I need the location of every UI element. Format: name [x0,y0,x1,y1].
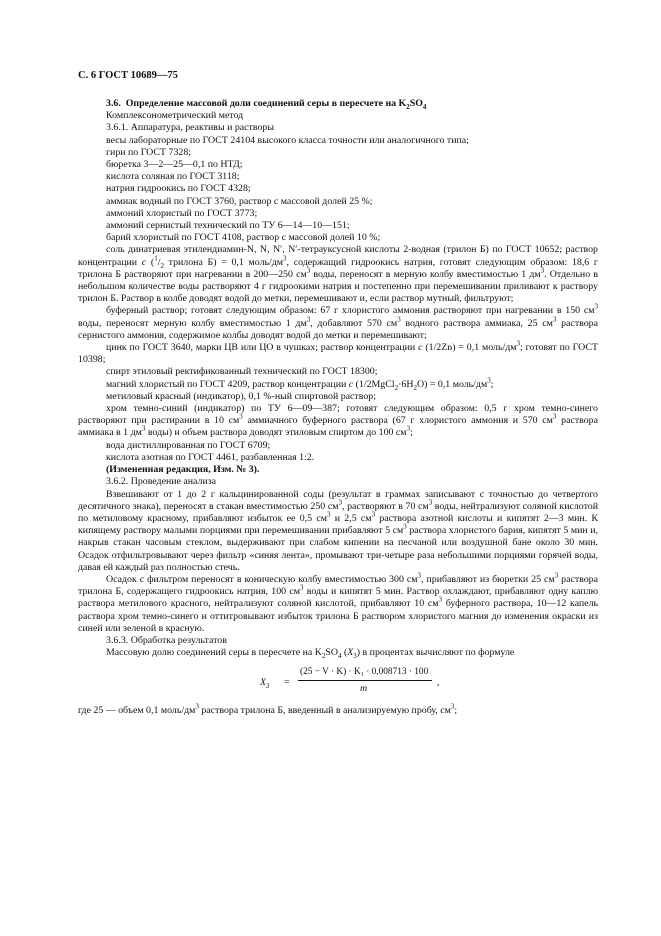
text-fragment: ; готовят по ГОСТ 10398; [78,342,598,366]
reagent-line: аммоний хлористый по ГОСТ 3773; [106,207,258,219]
text-fragment: ; [490,378,494,390]
text-fragment: 3 [540,266,545,275]
text-fragment: 3 [239,412,243,421]
text-fragment: раствора азотной кислоты и кипятят 2—3 мин. К кипящему раствору малыми порциями при перемешивании прибавляют 5 см [78,512,598,537]
text-fragment: раствора трилона Б, введенный в анализируемую пробу, см [198,705,451,717]
text-fragment: раствора сернистого аммония, содержимое колбы доводят водой до метки и перемешивают; [78,317,598,341]
text-fragment: ; [410,427,413,439]
formula-where-line [78,705,598,717]
text-fragment: 3 [353,652,357,661]
text-fragment: 3 [552,412,557,421]
text-fragment: , содержащий гидроокись натрия, готовят следующим образом: 18,6 г трилона Б растворяют при нагревании в 200—250 см [78,256,598,280]
text-fragment: SO [325,647,338,659]
text-fragment: 4 [337,652,342,661]
text-fragment: 2 [406,102,410,111]
text-fragment: X [347,647,354,659]
text-fragment: 3 [141,425,146,434]
page-header: С. 6 ГОСТ 10689—75 [78,70,178,81]
text-fragment: 3 [371,510,376,519]
text-fragment: c [348,378,354,390]
text-fragment: воды, нейтрализуют соляной кислотой по метиловому красному, прибавляют избыток ее 0,5 см [78,500,599,524]
formula-numerator: (25 − V · K) · K₁ · 0,008713 · 100 [300,667,429,678]
text-fragment: ( [146,256,155,268]
method-name: Комплексонометрический метод [106,110,244,122]
text-fragment: 3 [306,315,311,324]
text-fragment: хром темно-синий (индикатор) по ТУ 6—09—387; готовят следующим образом: 0,5 г хром темно-синего растворяют при растирании в 10 см [78,403,598,427]
text-fragment: 3 [516,339,520,348]
zinc-paragraph [78,339,598,366]
text-fragment: O) = 0,1 моль/дм [416,378,488,390]
text-fragment: 3 [406,425,411,434]
reagent-line: кислота соляная по ГОСТ 3118; [106,171,240,183]
text-fragment: 3 [195,703,199,712]
text-fragment: ·6H [398,378,414,390]
text-fragment: где 25 — объем 0,1 моль/дм [78,705,196,717]
text-fragment: . Отдельно в небольшом количестве воды растворяют 4 г гидроокими натрия и постепенно при перемешивании приливают к раствору трилон Б. Раствор в колбе доводят водой до метки, перемешивают и, если раствор мутный, фильтруют; [78,268,598,305]
text-fragment: Взвешивают от 1 до 2 г кальцинированной соды (результат в граммах записывают с точностью до четвертого десятичного знака), переносят в стакан вместимостью 250 см [78,488,598,512]
text-fragment: 3 [552,315,557,324]
text-fragment: 3.6. [106,98,121,109]
text-fragment: ; [454,705,458,717]
text-fragment: 1 [154,254,158,263]
amendment-note: (Измененная редакция, Изм. № 3). [106,464,260,476]
section-title [78,98,598,110]
water-line: вода дистиллированная по ГОСТ 6709; [106,439,271,451]
analysis-paragraph-1 [78,489,598,574]
text-fragment: 3 [306,266,311,275]
text-fragment: раствора трилона Б, содержащего гидроокись натрия, 100 см [78,573,598,598]
buffer-paragraph [78,305,598,342]
reagent-line: гири по ГОСТ 7328; [106,146,192,158]
methyl-line: метиловый красный (индикатор), 0,1 %-ный спиртовой раствор; [106,390,376,402]
text-fragment: 3 [417,571,422,580]
spirit-line: спирт этиловый ректификованный технический по ГОСТ 18300; [106,366,378,378]
nitric-line: кислота азотная по ГОСТ 4461, разбавленная 1:2. [106,451,315,463]
text-fragment: Осадок с фильтром переносят в коническую колбу вместимостью 300 см [106,573,418,585]
text-fragment: и 2,5 см [330,512,372,524]
text-fragment: 3 [403,522,407,531]
text-fragment: SO [409,98,423,109]
reagent-line: бюретка 3—2—25—0,1 по НТД; [106,159,243,171]
text-fragment: 1/2 [428,342,442,354]
text-fragment: буферный раствор; готовят следующим образом: 67 г хлористого аммония растворяют при нагревании в 150 см [106,305,595,317]
text-fragment: 3 [283,254,287,263]
text-fragment: Массовую долю соединений серы в пересчете на K [106,647,322,659]
analysis-paragraph-2 [78,571,598,635]
text-fragment: магний хлористый по ГОСТ 4209, раствор концентрации [106,378,349,390]
formula [78,665,598,701]
formula-lhs [260,677,270,689]
text-fragment: цинк по ГОСТ 3640, марки ЦВ или ЦО в чушках; раствор концентрации [106,342,419,354]
reagent-line: натрия гидроокись по ГОСТ 4328; [106,183,251,195]
chrome-paragraph [78,403,598,440]
formula-fraction-bar [298,680,432,681]
reagent-line: аммиак водный по ГОСТ 3760, раствор с массовой долей 25 %; [106,195,373,207]
text-fragment: , растворяют в 70 см [341,500,429,512]
text-fragment: ( [422,342,429,354]
text-fragment: c [141,256,147,268]
text-fragment: 2 [160,261,164,270]
text-fragment: 1/2 [358,378,372,390]
text-fragment: , прибавляют из бюретки 25 см [421,573,555,585]
text-fragment: соль динатриевая этилендиамин-N, N, N′, N′-тетрауксусной кислоты 2-водная (трилон Б) по ГОСТ 10652; раствор концентрации [78,244,598,268]
text-fragment: ( [353,378,359,390]
text-fragment: c [418,342,423,354]
text-fragment: 3 [594,303,598,312]
trilon-paragraph: соль динатриевая этилендиамин-N, N, N′, N′-тетрауксусной кислоты 2-водная (трилон Б) по ГОСТ 10652; раствор концентрации c ($^1/_2$ трилона Б) = 0,1 моль/$дм^3$, содержащий гидроокись натрия, готовят следующим образом: 18,6 г трилона Б растворяют при нагревании в 200—250 $см^3$ воды, переносят в мерную колбу вместимостью 1 $дм^3$. Отдельно в небольшом количестве воды растворяют 4 г гидроокими натрия и постепенно при перемешивании приливают к раствору трилон Б. Раствор в колбе доводят водой до метки, перемешивают и, если раствор мутный, фильтруют; [78,244,598,305]
text-fragment: ( [341,647,348,659]
text-fragment: , добавляют 570 см [310,317,398,329]
text-fragment: 3 [338,498,342,507]
formula-comma: , [437,677,440,689]
text-fragment: трилона Б) = 0,1 моль/дм [163,256,284,268]
text-fragment: 3 [397,315,401,324]
reagent-line: аммоний сернистый технический по ТУ 6—14—10—151; [106,220,350,232]
text-fragment: 3 [266,682,270,691]
text-fragment: 3 [438,596,443,605]
text-fragment: 2 [394,383,399,392]
text-fragment: 4 [422,102,427,111]
subsection-heading-apparatus: 3.6.1. Аппаратура, реактивы и растворы [106,122,274,134]
text-fragment: воды, переносят мерную колбу вместимостью 1 дм [78,317,307,329]
text-fragment: Zn) = 0,1 моль/дм [441,342,517,354]
text-fragment: 3 [554,571,559,580]
text-fragment: 3 [487,376,491,385]
text-fragment: 3 [299,583,304,592]
text-fragment: воды, переносят в мерную колбу вместимостью 1 дм [310,268,541,280]
text-fragment: воды и кипятят 5 мин. Раствор охлаждают, прибавляют одну каплю раствора метилового красного, нейтрализуют соляной кислотой, прибавляют 10 см [78,586,598,610]
text-fragment: воды) и объем раствора доводят этиловым спиртом до 100 см [145,427,407,439]
text-fragment: 3 [450,703,455,712]
text-fragment: 3 [326,510,331,519]
text-fragment: раствора аммиака в 1 дм [78,415,598,439]
subsection-heading-results: 3.6.3. Обработка результатов [106,634,227,646]
text-fragment: водного раствора аммиака, 25 см [400,317,553,329]
text-fragment: ) в процентах вычисляют по формуле [356,647,515,659]
document-body [78,98,598,718]
subsection-heading-analysis: 3.6.2. Проведение анализа [106,476,217,488]
formula-denominator: m [360,683,368,695]
reagent-line: барий хлористый по ГОСТ 4108, раствор с массовой долей 10 %; [106,232,381,244]
text-fragment: аммиачного буферного раствора (67 г хлористого аммония и 570 см [242,415,553,427]
magnesium-line [78,376,598,392]
text-fragment: 2 [321,652,326,661]
text-fragment: 2 [413,383,417,392]
formula-equals: = [284,677,290,689]
text-fragment: 3 [428,498,433,507]
text-fragment: раствора хлористого бария, кипятят 5 мин и, накрыв стакан часовым стеклом, выдерживают при слабом кипении на песчаной или воздушной бане около 30 мин. Осадок отфильтровывают через фильтр «синяя лента», промывают три-четыре раза небольшими порциями горячей воды, давая ей каждый раз полностью стечь. [78,525,599,573]
text-fragment: X [260,677,267,689]
text-fragment: буферного раствора, 10—12 капель раствора хром темно-синего и оттитровывают избыток трилона Б раствором хлористого магния до изменения окраски из синей или зеленой в красную. [78,598,598,634]
text-fragment: MgCl [371,378,395,390]
reagent-line: весы лабораторные по ГОСТ 24104 высокого класса точности или аналогичного типа; [106,134,469,146]
formula-intro [78,647,598,659]
text-fragment: Определение массовой доли соединений серы в пересчете на K [125,98,407,109]
